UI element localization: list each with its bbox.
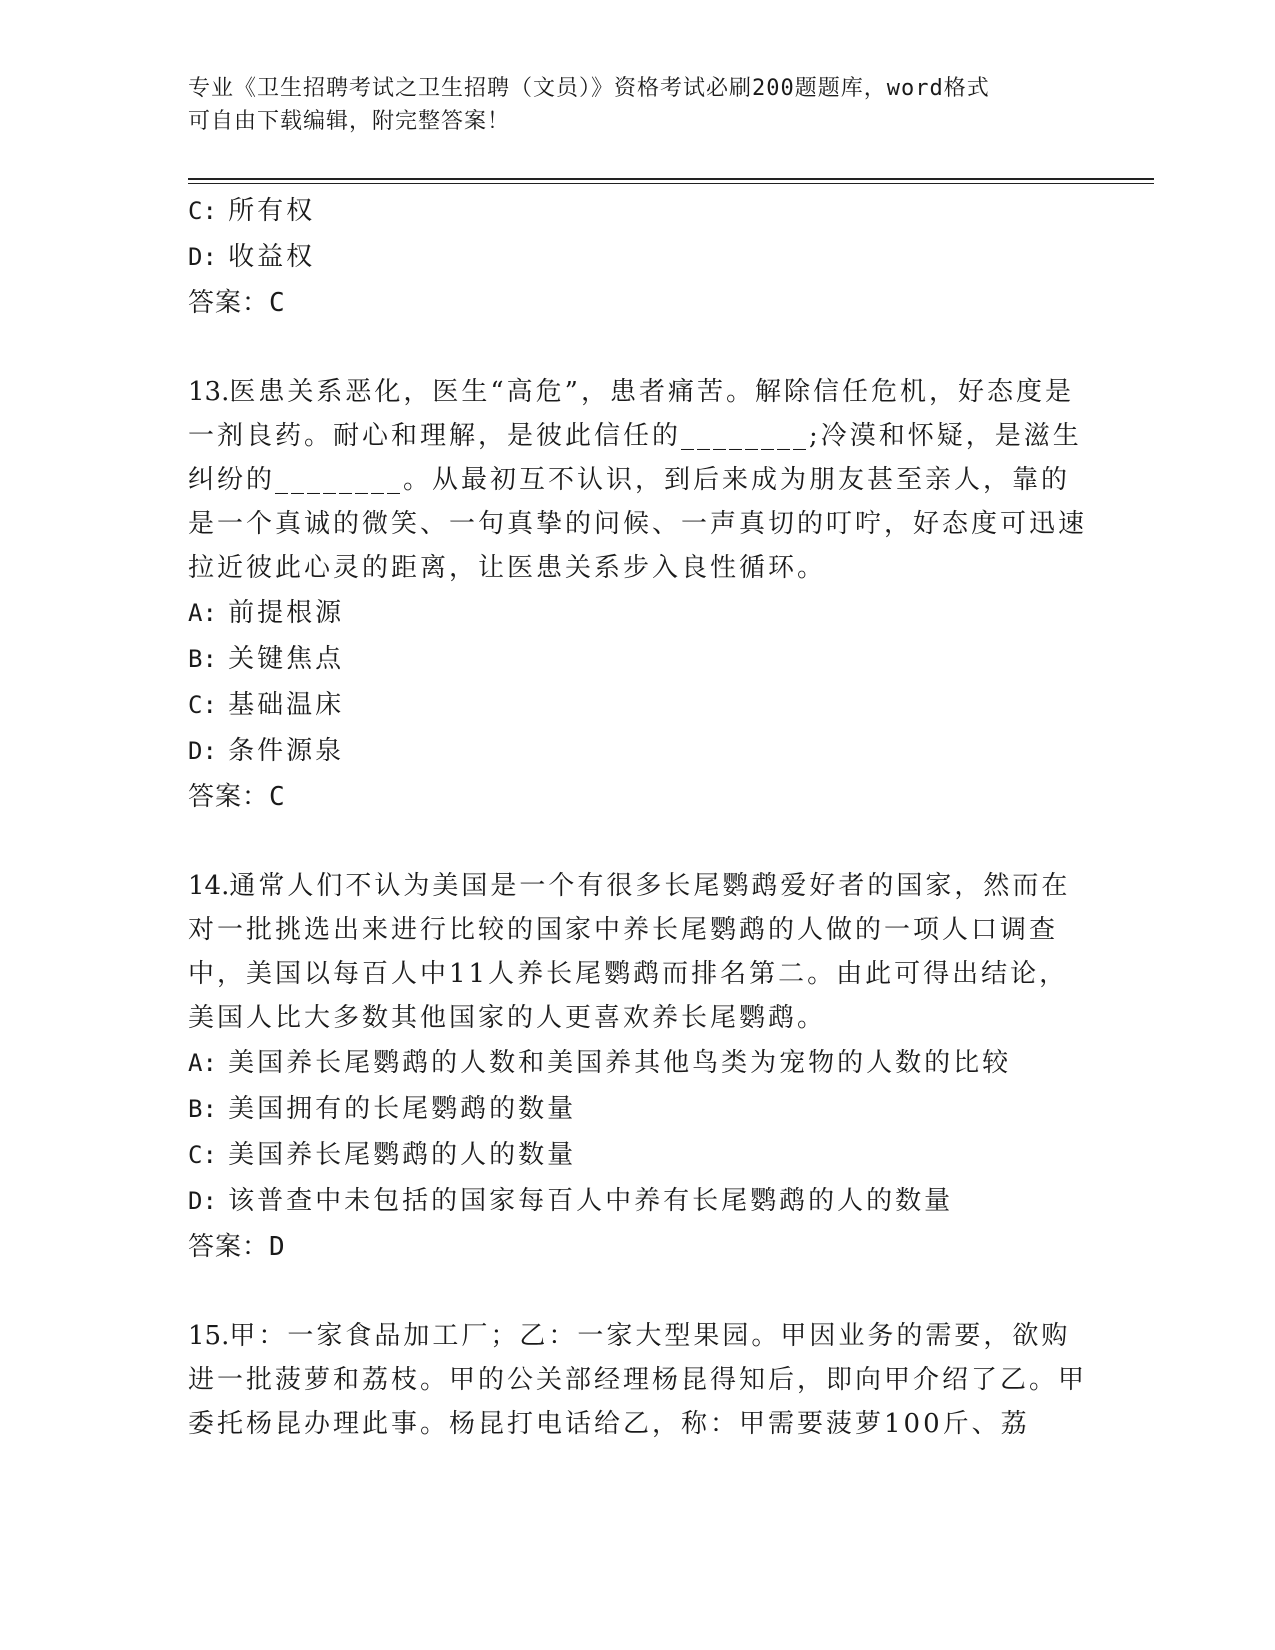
answer-value: D (269, 1232, 286, 1262)
question-15 (188, 1314, 1088, 1446)
answer-value: C (269, 782, 286, 812)
question-number: 14. (188, 871, 230, 901)
option-d (188, 1178, 1088, 1224)
option-b (188, 1086, 1088, 1132)
answer-line (188, 1224, 1088, 1270)
option-key: A: (188, 1049, 217, 1077)
question-number: 15. (188, 1321, 230, 1351)
option-text: 收益权 (228, 242, 316, 272)
option-text: 美国拥有的长尾鹦鹉的数量 (228, 1094, 577, 1124)
option-d (188, 728, 1088, 774)
header-line-2: 可自由下载编辑，附完整答案！ (188, 109, 511, 134)
option-c (188, 1132, 1088, 1178)
option-text: 条件源泉 (228, 736, 345, 766)
option-b (188, 636, 1088, 682)
option-key: C: (188, 1141, 217, 1169)
document-body (188, 188, 1088, 1446)
answer-label: 答案： (188, 288, 270, 318)
answer-label: 答案： (188, 1232, 270, 1262)
question-12-tail (188, 188, 1088, 326)
option-text: 该普查中未包括的国家每百人中养有长尾鹦鹉的人的数量 (228, 1186, 954, 1216)
question-13 (188, 370, 1088, 820)
option-text: 关键焦点 (228, 644, 345, 674)
answer-line (188, 774, 1088, 820)
page-header (188, 72, 1088, 138)
option-key: D: (188, 243, 217, 271)
spacer (188, 1270, 1088, 1314)
header-divider-thin (188, 183, 1154, 184)
answer-line (188, 280, 1088, 326)
option-key: D: (188, 1187, 217, 1215)
header-line-1: 专业《卫生招聘考试之卫生招聘（文员）》资格考试必刷200题题库，word格式 (188, 76, 990, 101)
answer-value: C (269, 288, 286, 318)
option-text: 美国养长尾鹦鹉的人的数量 (228, 1140, 577, 1170)
option-c (188, 682, 1088, 728)
spacer (188, 326, 1088, 370)
option-key: A: (188, 599, 217, 627)
question-text: 甲：一家食品加工厂；乙：一家大型果园。甲因业务的需要，欲购进一批菠萝和荔枝。甲的公关部经理杨昆得知后，即向甲介绍了乙。甲委托杨昆办理此事。杨昆打电话给乙，称：甲需要菠萝100斤、荔 (188, 1321, 1088, 1439)
option-c (188, 188, 1088, 234)
question-text: 医患关系恶化，医生“高危”，患者痛苦。解除信任危机，好态度是一剂良药。耐心和理解，是彼此信任的________;冷漠和怀疑，是滋生纠纷的________。从最初互不认识，到后来成为朋友甚至亲人，靠的是一个真诚的微笑、一句真挚的问候、一声真切的叮咛，好态度可迅速拉近彼此心灵的距离，让医患关系步入良性循环。 (188, 377, 1088, 583)
question-number: 13. (188, 377, 230, 407)
question-stem (188, 864, 1088, 1040)
option-text: 基础温床 (228, 690, 345, 720)
option-text: 前提根源 (228, 598, 345, 628)
option-key: B: (188, 1095, 217, 1123)
spacer (188, 820, 1088, 864)
option-text: 美国养长尾鹦鹉的人数和美国养其他鸟类为宠物的人数的比较 (228, 1048, 1012, 1078)
option-a (188, 590, 1088, 636)
option-key: B: (188, 645, 217, 673)
option-key: C: (188, 197, 217, 225)
header-divider (188, 178, 1154, 180)
question-stem (188, 1314, 1088, 1446)
option-a (188, 1040, 1088, 1086)
option-d (188, 234, 1088, 280)
option-key: D: (188, 737, 217, 765)
question-stem (188, 370, 1088, 590)
answer-label: 答案： (188, 782, 270, 812)
question-text: 通常人们不认为美国是一个有很多长尾鹦鹉爱好者的国家，然而在对一批挑选出来进行比较的国家中养长尾鹦鹉的人做的一项人口调查中，美国以每百人中11人养长尾鹦鹉而排名第二。由此可得出结论，美国人比大多数其他国家的人更喜欢养长尾鹦鹉。 (188, 871, 1071, 1033)
option-key: C: (188, 691, 217, 719)
option-text: 所有权 (228, 196, 316, 226)
question-14 (188, 864, 1088, 1270)
